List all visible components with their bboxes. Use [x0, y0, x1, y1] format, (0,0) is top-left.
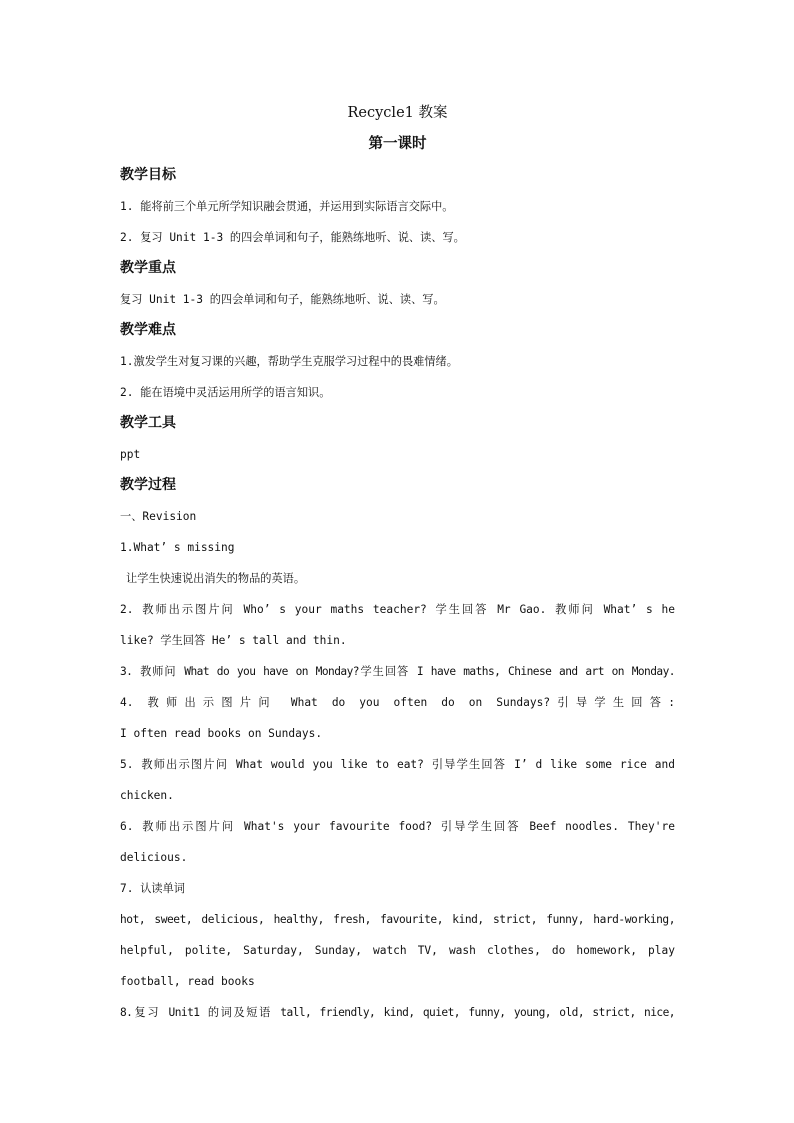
heading-difficult-points: 教学难点 — [120, 322, 176, 338]
process-step-4-line-1: 4. 教师出示图片问 What do you often do on Sundays?引导学生回答: — [120, 696, 675, 709]
goal-item-1: 1. 能将前三个单元所学知识融会贯通，并运用到实际语言交际中。 — [120, 200, 454, 213]
heading-teaching-tools: 教学工具 — [120, 415, 176, 431]
goal-item-2: 2. 复习 Unit 1-3 的四会单词和句子，能熟练地听、说、读、写。 — [120, 231, 465, 244]
process-step-1-detail: 让学生快速说出消失的物品的英语。 — [126, 572, 306, 585]
document-title: Recycle1 教案 — [347, 105, 448, 121]
document-body — [120, 98, 675, 1028]
process-step-1: 1.What’ s missing — [120, 541, 235, 554]
process-step-6-line-1: 6. 教师出示图片问 What's your favourite food? 引导学生回答 Beef noodles. They're — [120, 820, 675, 833]
process-step-8: 8.复习 Unit1 的词及短语 tall, friendly, kind, quiet, funny, young, old, strict, nice, — [120, 1006, 675, 1019]
process-step-5-line-1: 5. 教师出示图片问 What would you like to eat? 引导学生回答 I’ d like some rice and — [120, 758, 675, 771]
heading-key-points: 教学重点 — [120, 260, 176, 276]
document-subtitle: 第一课时 — [368, 136, 427, 152]
difficult-point-2: 2. 能在语境中灵活运用所学的语言知识。 — [120, 386, 331, 399]
process-step-7-words-line-2: helpful, polite, Saturday, Sunday, watch TV, wash clothes, do homework, play — [120, 944, 675, 957]
process-step-6-line-2: delicious. — [120, 851, 188, 864]
tools-item-1: ppt — [120, 448, 141, 461]
process-step-5-line-2: chicken. — [120, 789, 174, 802]
process-step-3: 3. 教师问 What do you have on Monday?学生回答 I have maths, Chinese and art on Monday. — [120, 665, 675, 678]
process-step-7-words-line-1: hot, sweet, delicious, healthy, fresh, favourite, kind, strict, funny, hard-working, — [120, 913, 675, 926]
process-step-4-line-2: I often read books on Sundays. — [120, 727, 323, 740]
process-step-2-line-2: like? 学生回答 He’ s tall and thin. — [120, 634, 347, 647]
process-step-7: 7. 认读单词 — [120, 882, 185, 895]
heading-teaching-goals: 教学目标 — [120, 167, 176, 183]
difficult-point-1: 1.激发学生对复习课的兴趣，帮助学生克服学习过程中的畏难情绪。 — [120, 355, 458, 368]
process-step-7-words-line-3: football, read books — [120, 975, 255, 988]
process-step-2-line-1: 2. 教师出示图片问 Who’ s your maths teacher? 学生回答 Mr Gao. 教师问 What’ s he — [120, 603, 675, 616]
process-section-revision: 一、Revision — [120, 510, 197, 523]
key-point-1: 复习 Unit 1-3 的四会单词和句子，能熟练地听、说、读、写。 — [120, 293, 445, 306]
heading-teaching-process: 教学过程 — [120, 477, 176, 493]
